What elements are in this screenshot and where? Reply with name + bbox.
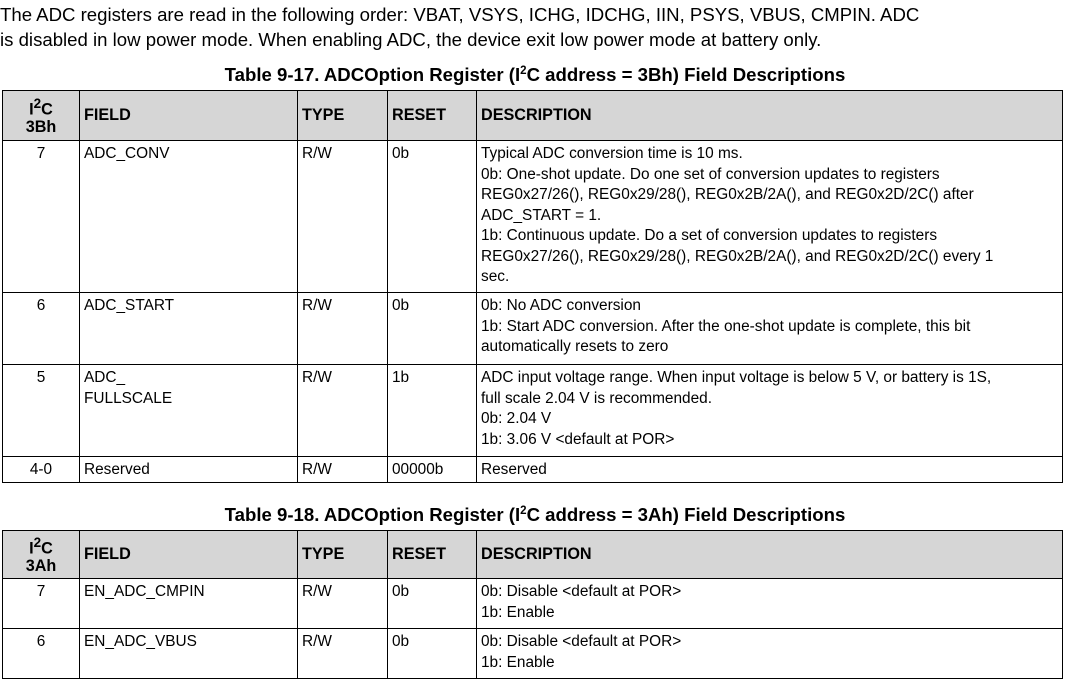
field-cell: ADC_CONV — [80, 141, 298, 293]
table-row — [3, 293, 1063, 365]
table-row — [3, 365, 1063, 457]
header-reset: RESET — [388, 531, 477, 579]
reset-cell: 0b — [388, 141, 477, 293]
reset-cell: 0b — [388, 629, 477, 679]
table-title-9-18: Table 9-18. ADCOption Register ($I^2C$ address = 3Ah) Field Descriptions — [224, 504, 846, 525]
table-row — [3, 579, 1063, 629]
register-table-3ah — [2, 530, 1063, 679]
reset-cell: 00000b — [388, 457, 477, 483]
header-i2c-address: $I^2C$ 3Bh — [3, 91, 80, 141]
register-table-3bh — [2, 90, 1063, 483]
header-reset: RESET — [388, 91, 477, 141]
reset-cell: 1b — [388, 365, 477, 457]
table-title-9-17: Table 9-17. ADCOption Register ($I^2C$ address = 3Bh) Field Descriptions — [224, 64, 846, 85]
bit-cell: 7 — [3, 141, 80, 293]
field-cell: EN_ADC_CMPIN — [80, 579, 298, 629]
type-cell: R/W — [298, 293, 388, 365]
type-cell: R/W — [298, 365, 388, 457]
header-type: TYPE — [298, 91, 388, 141]
type-cell: R/W — [298, 141, 388, 293]
header-i2c-address: $I^2C$ 3Ah — [3, 531, 80, 579]
table-row — [3, 141, 1063, 293]
header-description: DESCRIPTION — [477, 531, 1063, 579]
type-cell: R/W — [298, 629, 388, 679]
reset-cell: 0b — [388, 293, 477, 365]
table-header-row — [3, 531, 1063, 579]
bit-cell: 7 — [3, 579, 80, 629]
bit-cell: 5 — [3, 365, 80, 457]
intro-line-2: is disabled in low power mode. When enabling ADC, the device exit low power mode at battery only. — [0, 29, 822, 50]
table-header-row — [3, 91, 1063, 141]
type-cell: R/W — [298, 457, 388, 483]
intro-line-1: The ADC registers are read in the following order: VBAT, VSYS, ICHG, IDCHG, IIN, PSYS, VBUS, CMPIN. ADC — [0, 4, 920, 25]
header-description: DESCRIPTION — [477, 91, 1063, 141]
type-cell: R/W — [298, 579, 388, 629]
field-cell: ADC_START — [80, 293, 298, 365]
description-cell: 0b: Disable <default at POR> 1b: Enable — [477, 579, 1063, 629]
description-cell: 0b: Disable <default at POR> 1b: Enable — [477, 629, 1063, 679]
bit-cell: 6 — [3, 293, 80, 365]
bit-cell: 6 — [3, 629, 80, 679]
description-cell: ADC input voltage range. When input voltage is below 5 V, or battery is 1S, full scale 2.04 V is recommended. 0b: 2.04 V 1b: 3.06 V <default at POR> — [477, 365, 1063, 457]
table-row — [3, 629, 1063, 679]
description-cell: Reserved — [477, 457, 1063, 483]
description-cell: 0b: No ADC conversion 1b: Start ADC conversion. After the one-shot update is complete, this bit automatically resets to zero — [477, 293, 1063, 365]
reset-cell: 0b — [388, 579, 477, 629]
field-cell: Reserved — [80, 457, 298, 483]
field-cell: ADC_ FULLSCALE — [80, 365, 298, 457]
header-field: FIELD — [80, 531, 298, 579]
field-cell: EN_ADC_VBUS — [80, 629, 298, 679]
header-field: FIELD — [80, 91, 298, 141]
header-type: TYPE — [298, 531, 388, 579]
bit-cell: 4-0 — [3, 457, 80, 483]
table-row — [3, 457, 1063, 483]
intro-paragraph — [0, 2, 1068, 52]
description-cell: Typical ADC conversion time is 10 ms. 0b: One-shot update. Do one set of conversion updates to registers REG0x27/26(), REG0x29/28(), REG0x2B/2A(), and REG0x2D/2C() after ADC_START = 1. 1b: Continuous update. Do a set of conversion updates to registers REG0x27/26(), REG0x29/28(), REG0x2B/2A(), and REG0x2D/2C() every 1 sec. — [477, 141, 1063, 293]
